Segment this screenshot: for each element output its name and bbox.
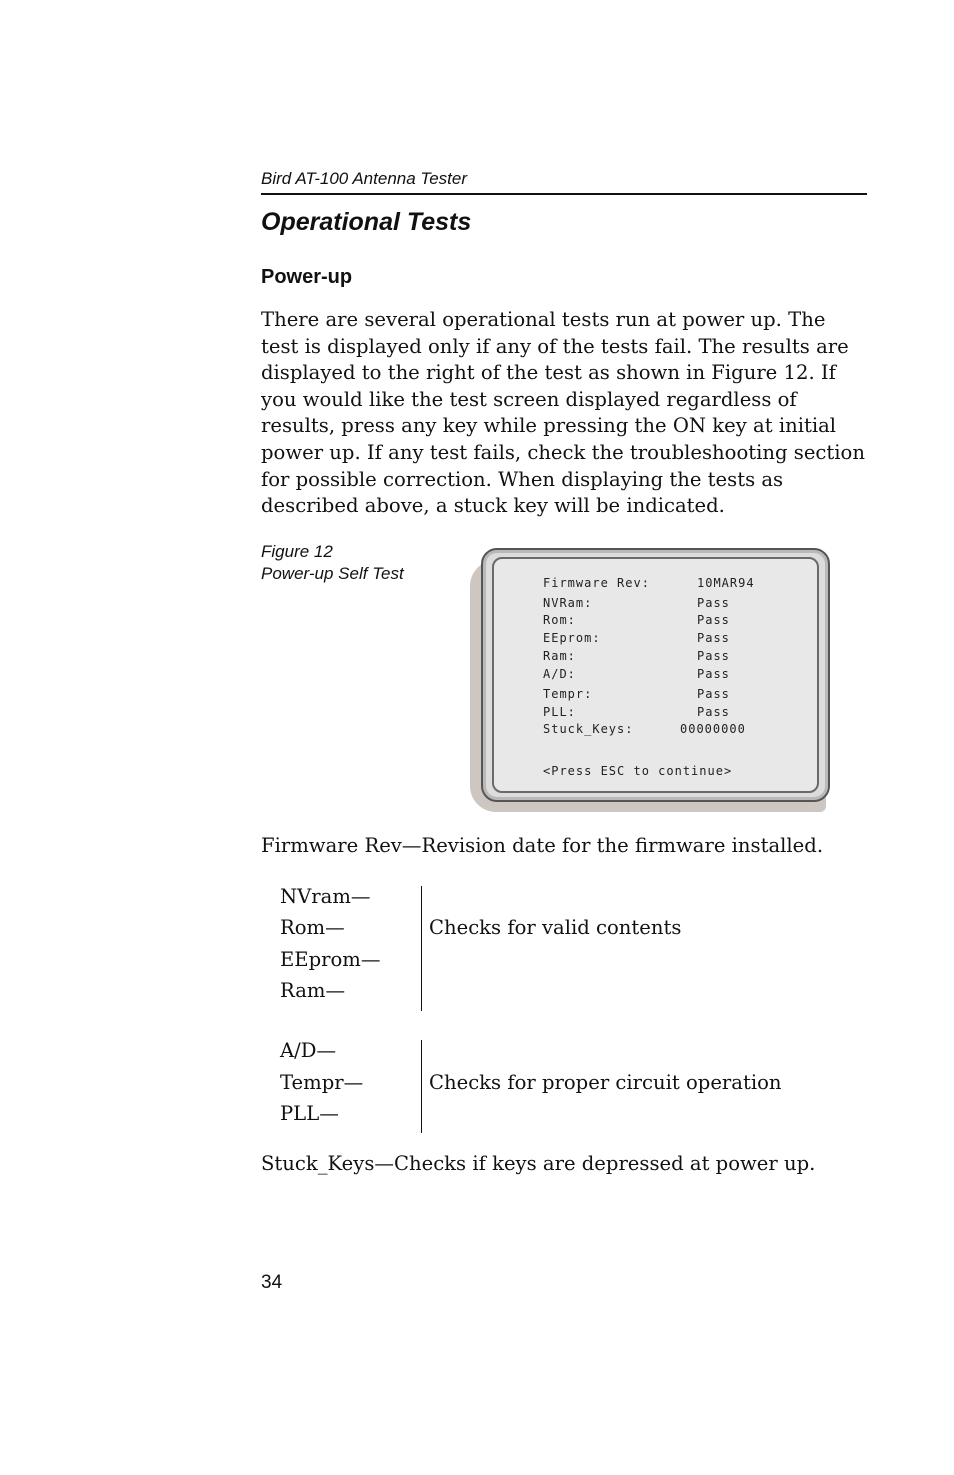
screen-value-rom: Pass: [697, 613, 730, 627]
group2-item-tempr: Tempr—: [280, 1071, 364, 1094]
screen-label-eeprom: EEprom:: [543, 631, 601, 645]
screen-value-tempr: Pass: [697, 687, 730, 701]
section-title: Operational Tests: [261, 208, 472, 236]
group1-item-nvram: NVram—: [280, 885, 371, 908]
group1-item-rom: Rom—: [280, 916, 345, 939]
running-header: Bird AT-100 Antenna Tester: [261, 169, 468, 188]
group2-item-pll: PLL—: [280, 1102, 339, 1125]
figure-caption: Figure 12 Power-up Self Test: [261, 542, 404, 583]
subsection-title: Power-up: [261, 266, 353, 288]
page-number: 34: [261, 1272, 283, 1293]
group1-item-ram: Ram—: [280, 979, 346, 1002]
group2-divider: [421, 1040, 422, 1133]
screen-label-stuck-keys: Stuck_Keys:: [543, 722, 634, 736]
screen-label-firmware-rev: Firmware Rev:: [543, 576, 650, 590]
screen-label-nvram: NVRam:: [543, 596, 593, 610]
screen-label-rom: Rom:: [543, 613, 576, 627]
screen-value-nvram: Pass: [697, 596, 730, 610]
group1-description: Checks for valid contents: [429, 916, 682, 939]
stuck-keys-description: Stuck_Keys—Checks if keys are depressed at power up.: [261, 1152, 816, 1175]
device-screen: [492, 557, 819, 793]
firmware-description: Firmware Rev—Revision date for the firmware installed.: [261, 834, 824, 857]
screen-value-pll: Pass: [697, 705, 730, 719]
group2-description: Checks for proper circuit operation: [429, 1071, 782, 1094]
screen-label-ad: A/D:: [543, 667, 576, 681]
screen-value-ram: Pass: [697, 649, 730, 663]
screen-value-stuck-keys: 00000000: [680, 722, 746, 736]
group2-item-ad: A/D—: [280, 1039, 337, 1062]
screen-value-ad: Pass: [697, 667, 730, 681]
screen-value-eeprom: Pass: [697, 631, 730, 645]
screen-label-pll: PLL:: [543, 705, 576, 719]
screen-value-firmware-rev: 10MAR94: [697, 576, 755, 590]
group1-divider: [421, 886, 422, 1011]
group1-item-eeprom: EEprom—: [280, 948, 381, 971]
header-rule: [261, 193, 867, 195]
intro-paragraph: There are several operational tests run at power up. The test is displayed only if any of the tests fail. The results are displayed to the right of the test as shown in Figure 12. If you would like the test screen displayed regardless of results, press any key while pressing the ON key at initial power up. If any test fails, check the troubleshooting section for possible correction. When displaying the tests as described above, a stuck key will be indicated.: [261, 308, 865, 518]
screen-prompt: <Press ESC to continue>: [543, 764, 733, 778]
screen-label-ram: Ram:: [543, 649, 576, 663]
screen-label-tempr: Tempr:: [543, 687, 593, 701]
